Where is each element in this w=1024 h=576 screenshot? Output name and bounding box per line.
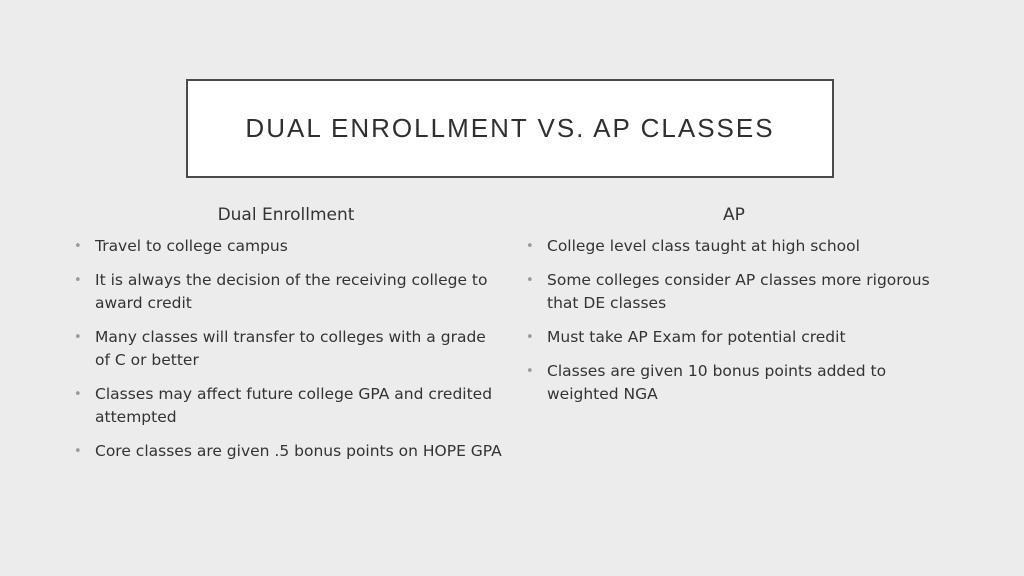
- list-item-text: Core classes are given .5 bonus points on HOPE GPA: [95, 442, 502, 460]
- list-item: [72, 326, 504, 372]
- bullet-icon: •: [74, 444, 82, 459]
- list-item: [524, 326, 944, 349]
- list-item-text: Many classes will transfer to colleges with a grade of C or better: [95, 328, 486, 369]
- bullet-icon: •: [526, 364, 534, 379]
- bullet-icon: •: [526, 239, 534, 254]
- list-item-text: Classes may affect future college GPA and credited attempted: [95, 385, 493, 426]
- list-item: [72, 440, 504, 463]
- list-item-text: College level class taught at high school: [547, 237, 860, 255]
- list-item-text: Some colleges consider AP classes more rigorous that DE classes: [547, 271, 930, 312]
- left-column-heading: Dual Enrollment: [217, 205, 355, 225]
- list-item: [72, 269, 504, 315]
- right-bullet-list: [524, 235, 944, 406]
- list-item: [524, 360, 944, 406]
- list-item-text: Classes are given 10 bonus points added to weighted NGA: [547, 362, 887, 403]
- slide-title: DUAL ENROLLMENT VS. AP CLASSES: [245, 113, 775, 143]
- title-box: [186, 79, 834, 178]
- bullet-icon: •: [526, 273, 534, 288]
- list-item-text: Must take AP Exam for potential credit: [547, 328, 846, 346]
- list-item: [524, 235, 944, 258]
- bullet-icon: •: [74, 273, 82, 288]
- list-item: [72, 235, 504, 258]
- list-item-text: It is always the decision of the receiving college to award credit: [95, 271, 488, 312]
- bullet-icon: •: [74, 387, 82, 402]
- right-column: [524, 203, 944, 417]
- list-item: [72, 383, 504, 429]
- list-item: [524, 269, 944, 315]
- bullet-icon: •: [526, 330, 534, 345]
- bullet-icon: •: [74, 330, 82, 345]
- list-item-text: Travel to college campus: [95, 237, 288, 255]
- right-column-heading: AP: [723, 205, 745, 225]
- left-column: [72, 203, 504, 474]
- left-bullet-list: [72, 235, 504, 463]
- bullet-icon: •: [74, 239, 82, 254]
